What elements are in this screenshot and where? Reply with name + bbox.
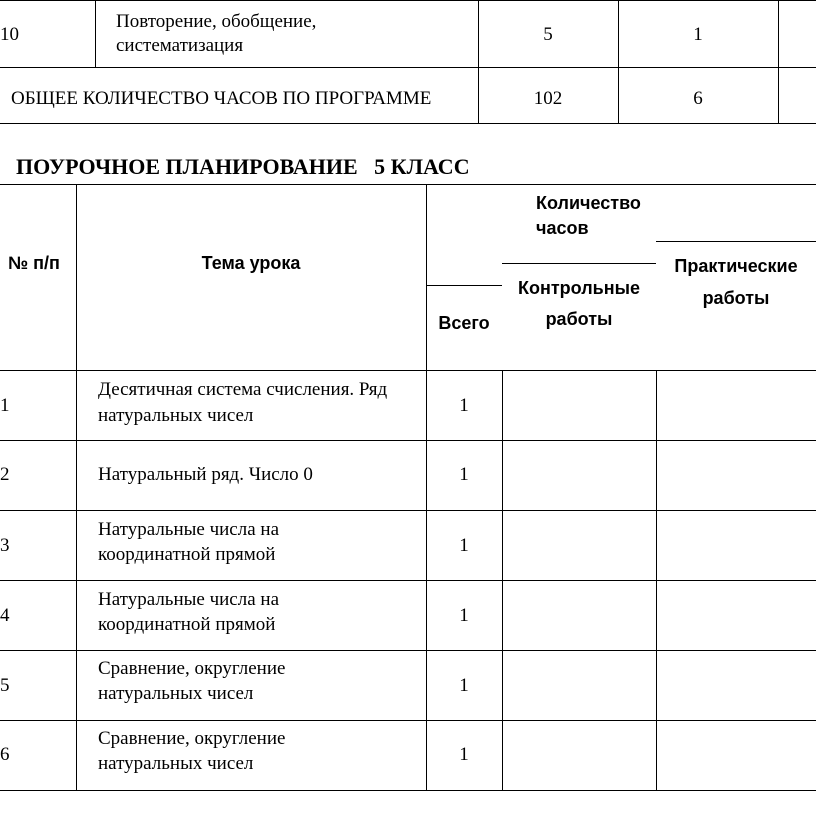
header-topic: Тема урока (201, 253, 301, 273)
lesson-4-number: 4 (0, 605, 10, 626)
lesson-1-topic-line1: Десятичная система счисления. Ряд (98, 379, 388, 400)
lesson-6-topic-line2: натуральных чисел (98, 753, 254, 774)
lesson-3-hours: 1 (459, 535, 469, 556)
summary-row-number: 10 (0, 24, 19, 45)
section-title: ПОУРОЧНОЕ ПЛАНИРОВАНИЕ 5 КЛАСС (16, 154, 470, 179)
lesson-5-number: 5 (0, 675, 10, 696)
lesson-2-topic-line1: Натуральный ряд. Число 0 (98, 464, 313, 485)
header-tests-line1: Контрольные (518, 278, 640, 298)
total-hours-value: 102 (533, 88, 563, 109)
lesson-1-number: 1 (0, 395, 10, 416)
header-practical-line1: Практические (674, 256, 798, 276)
summary-row-tests: 1 (693, 24, 703, 45)
lesson-4-topic-line1: Натуральные числа на (98, 589, 280, 610)
lesson-2-number: 2 (0, 464, 10, 485)
lesson-5-topic-line2: натуральных чисел (98, 683, 254, 704)
lesson-6-hours: 1 (459, 744, 469, 765)
lesson-3-number: 3 (0, 535, 10, 556)
lesson-4-hours: 1 (459, 605, 469, 626)
header-total: Всего (438, 313, 490, 333)
lesson-2-hours: 1 (459, 464, 469, 485)
header-hours-line1: Количество (536, 193, 641, 213)
lesson-6-topic-line1: Сравнение, округление (98, 728, 286, 749)
total-hours-label: ОБЩЕЕ КОЛИЧЕСТВО ЧАСОВ ПО ПРОГРАММЕ (11, 88, 432, 109)
header-practical-line2: работы (702, 288, 770, 308)
lesson-5-topic-line1: Сравнение, округление (98, 658, 286, 679)
lesson-4-topic-line2: координатной прямой (98, 614, 276, 635)
summary-row-topic-line2: систематизация (116, 35, 244, 56)
lesson-3-topic-line2: координатной прямой (98, 544, 276, 565)
header-number: № п/п (8, 253, 60, 273)
summary-row-topic-line1: Повторение, обобщение, (116, 11, 317, 32)
lesson-1-hours: 1 (459, 395, 469, 416)
summary-row-total: 5 (543, 24, 553, 45)
header-hours-line2: часов (536, 218, 589, 238)
header-tests-line2: работы (545, 309, 613, 329)
lesson-1-topic-line2: натуральных чисел (98, 405, 254, 426)
total-tests-value: 6 (693, 88, 703, 109)
lesson-6-number: 6 (0, 744, 10, 765)
lesson-5-hours: 1 (459, 675, 469, 696)
lesson-3-topic-line1: Натуральные числа на (98, 519, 280, 540)
